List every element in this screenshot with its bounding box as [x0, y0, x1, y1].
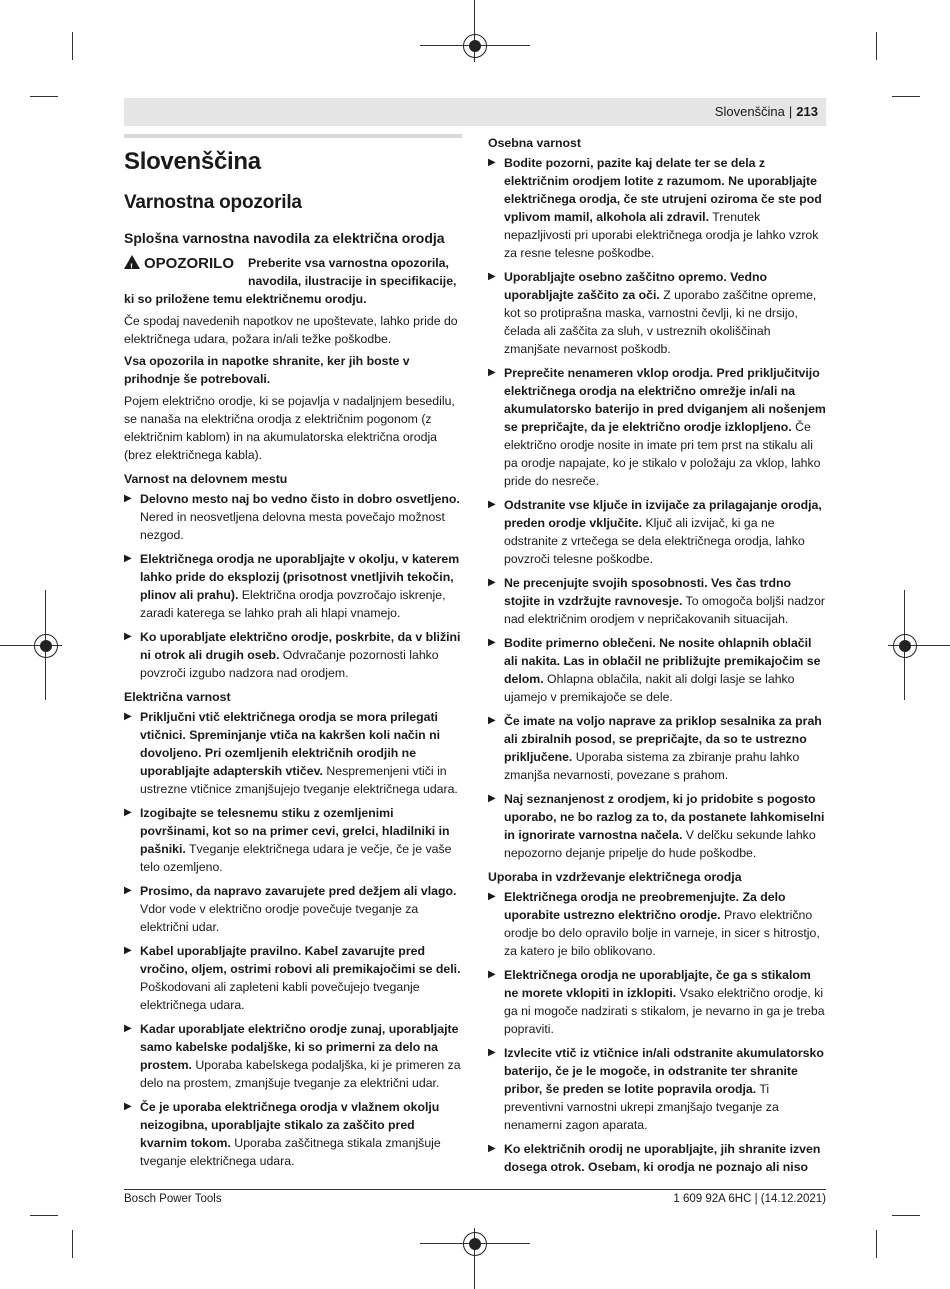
bullet-arrow-icon: ▶: [488, 1143, 496, 1154]
subsection-title: Uporaba in vzdrževanje električnega orodja: [488, 870, 742, 884]
page-number: 213: [796, 104, 818, 119]
bullet-arrow-icon: ▶: [488, 793, 496, 804]
item-text: Električna orodja povzročajo iskrenje, zaradi katerega se lahko prah ali hlapi vnamejo.: [140, 588, 446, 620]
bullet-arrow-icon: ▶: [488, 969, 496, 980]
item-text: Če električno orodje nosite in imate pri tem prst na stikalu ali pa orodje napajate, ko je stikalo v položaju za vklop, lahko pride do nesreče.: [504, 420, 821, 488]
registration-mark: [893, 634, 917, 658]
registration-mark: [34, 634, 58, 658]
safety-list: [488, 888, 826, 1176]
warning-first-text: Če spodaj navedenih napotkov ne upoštevate, lahko pride do električnega udara, požara in/ali težke poškodbe.: [124, 314, 458, 346]
item-bold-text: Delovno mesto naj bo vedno čisto in dobro osvetljeno.: [140, 492, 460, 506]
bullet-arrow-icon: ▶: [124, 1101, 132, 1112]
item-text: V delčku sekunde lahko nepozorno dejanje pripelje do hude poškodbe.: [504, 828, 816, 860]
item-text: Nespremenjeni vtiči in ustrezne vtičnice zmanjšujejo tveganje električnega udara.: [140, 764, 458, 796]
item-text: Ohlapna oblačila, nakit ali dolgi lasje se lahko ujamejo v premikajoče se dele.: [504, 672, 795, 704]
footer-right: 1 609 92A 6HC | (14.12.2021): [673, 1193, 826, 1205]
crop-mark: [30, 1215, 58, 1216]
bullet-arrow-icon: ▶: [124, 711, 132, 722]
list-item: [124, 490, 462, 544]
list-item: [488, 496, 826, 568]
header-text: [715, 104, 818, 119]
bullet-arrow-icon: ▶: [488, 499, 496, 510]
item-text: Poškodovani ali zapleteni kabli povečujejo tveganje električnega udara.: [140, 980, 420, 1012]
left-column: [124, 134, 462, 1176]
crop-mark: [72, 1230, 73, 1258]
list-item: [488, 712, 826, 784]
list-item: [124, 942, 462, 1014]
warning-badge: [124, 254, 234, 274]
header-separator: |: [788, 104, 793, 119]
item-text: Nered in neosvetljena delovna mesta povečajo možnost nezgod.: [140, 510, 445, 542]
page-header: [124, 98, 826, 126]
item-bold-text: Bodite pozorni, pazite kaj delate ter se dela z električnim orodjem lotite z razumom. Ne uporabljajte električnega orodja, če ste utrujeni oziroma če ste pod vplivom mamil, alkohola ali zdravil.: [504, 156, 822, 224]
item-text: Vdor vode v električno orodje povečuje tveganje za električni udar.: [140, 902, 419, 934]
item-bold-text: Bodite primerno oblečeni. Ne nosite ohlapnih oblačil ali nakita. Las in oblačil ne približujte premikajočim se delom.: [504, 636, 821, 686]
bullet-arrow-icon: ▶: [488, 157, 496, 168]
item-bold-text: Naj seznanjenost z orodjem, ki jo pridobite s pogosto uporabo, ne bo razlog za to, da postanete lahkomiselni in ignorirate varnostna načela.: [504, 792, 825, 842]
item-bold-text: Uporabljajte osebno zaščitno opremo. Vedno uporabljajte zaščito za oči.: [504, 270, 768, 302]
safety-list: [488, 154, 826, 862]
item-bold-text: Električnega orodja ne uporabljajte, če ga s stikalom ne morete vklopiti in izklopiti.: [504, 968, 811, 1000]
subsection-title: Osebna varnost: [488, 136, 581, 150]
item-text: Ti preventivni varnostni ukrepi zmanjšajo tveganje za nenamerni zagon aparata.: [504, 1082, 779, 1132]
warning-icon: !: [124, 255, 140, 269]
list-item: [124, 1098, 462, 1170]
list-item: [488, 634, 826, 706]
page-footer: [124, 1189, 826, 1205]
item-bold-text: Električnega orodja ne uporabljajte v okolju, v katerem lahko pride do eksplozij (prisotnost vnetljivih tekočin, plinov ali prahu).: [140, 552, 460, 602]
list-item: [124, 1020, 462, 1092]
list-item: [488, 268, 826, 358]
registration-mark: [463, 34, 487, 58]
bullet-arrow-icon: ▶: [124, 493, 132, 504]
item-bold-text: Prosimo, da napravo zavarujete pred dežjem ali vlago.: [140, 884, 457, 898]
list-item: [488, 1140, 826, 1176]
crop-mark: [892, 1215, 920, 1216]
item-text: Ključ ali izvijač, ki ga ne odstranite z vrtečega se dela električnega orodja, lahko povzroči telesne poškodbe.: [504, 516, 805, 566]
bullet-arrow-icon: ▶: [488, 891, 496, 902]
bullet-arrow-icon: ▶: [124, 885, 132, 896]
list-item: [488, 154, 826, 262]
item-text: Trenutek nepazljivosti pri uporabi električnega orodja je lahko vzrok za resne telesne poškodbe.: [504, 210, 819, 260]
bullet-arrow-icon: ▶: [124, 1023, 132, 1034]
item-bold-text: Kadar uporabljate električno orodje zunaj, uporabljajte samo kabelske podaljške, ki so primerni za delo na prostem.: [140, 1022, 459, 1072]
list-item: [124, 882, 462, 936]
section-heading: Splošna varnostna navodila za električna orodja: [124, 230, 445, 246]
safety-list: [124, 708, 462, 1170]
right-column: [488, 136, 826, 1182]
footer-left: Bosch Power Tools: [124, 1193, 222, 1205]
bullet-arrow-icon: ▶: [488, 715, 496, 726]
list-item: [488, 888, 826, 960]
item-bold-text: Izvlecite vtič iz vtičnice in/ali odstranite akumulatorsko baterijo, če je le mogoče, in odstranite ter shranite pribor, še preden se lotite popravila orodja.: [504, 1046, 824, 1096]
registration-mark: [463, 1232, 487, 1256]
keep-instructions: Vsa opozorila in napotke shranite, ker jih boste v prihodnje še potrebovali.: [124, 354, 410, 386]
list-item: [488, 364, 826, 490]
crop-mark: [876, 1230, 877, 1258]
page-subtitle: Varnostna opozorila: [124, 192, 302, 213]
bullet-arrow-icon: ▶: [124, 553, 132, 564]
item-bold-text: Ne precenjujte svojih sposobnosti. Ves čas trdno stojite in vzdržujte ravnovesje.: [504, 576, 792, 608]
warning-label: OPOZORILO: [144, 255, 234, 272]
item-text: Uporaba zaščitnega stikala zmanjšuje tveganje električnega udara.: [140, 1136, 441, 1168]
bullet-arrow-icon: ▶: [488, 637, 496, 648]
item-bold-text: Ko električnih orodij ne uporabljajte, jih shranite izven dosega otrok. Osebam, ki orodja ne poznajo ali niso: [504, 1142, 821, 1174]
list-item: [124, 708, 462, 798]
list-item: [488, 966, 826, 1038]
list-item: [488, 1044, 826, 1134]
list-item: [124, 628, 462, 682]
item-text: Vsako električno orodje, ki ga ni mogoče nadzirati s stikalom, je nevarno in ga je treba popraviti.: [504, 986, 825, 1036]
bullet-arrow-icon: ▶: [488, 1047, 496, 1058]
bullet-arrow-icon: ▶: [488, 271, 496, 282]
item-bold-text: Električnega orodja ne preobremenjujte. Za delo uporabite ustrezno električno orodje.: [504, 890, 786, 922]
crop-mark: [892, 96, 920, 97]
list-item: [124, 550, 462, 622]
item-bold-text: Ko uporabljate električno orodje, poskrbite, da v bližini ni otrok ali drugih oseb.: [140, 630, 461, 662]
crop-mark: [72, 32, 73, 60]
bullet-arrow-icon: ▶: [488, 367, 496, 378]
item-bold-text: Če imate na voljo naprave za priklop sesalnika za prah ali zbiralnih posod, se prepričajte, da so te ustrezno priključene.: [504, 714, 822, 764]
item-text: Uporaba kabelskega podaljška, ki je primeren za delo na prostem, zmanjšuje tveganje za električni udar.: [140, 1058, 461, 1090]
item-text: Z uporabo zaščitne opreme, kot so protiprašna maska, varnostni čevlji, ki ne drsijo, čelada ali zaščita za sluh, v ustreznih okoliščinah zmanjšate nevarnost poškodb.: [504, 288, 817, 356]
right-sections: [488, 136, 826, 1176]
safety-list: [124, 490, 462, 682]
list-item: [488, 574, 826, 628]
item-text: To omogoča boljši nadzor nad električnim orodjem v nepričakovanih situacijah.: [504, 594, 825, 626]
item-bold-text: Kabel uporabljajte pravilno. Kabel zavarujte pred vročino, oljem, ostrimi robovi ali premikajočimi se deli.: [140, 944, 461, 976]
item-bold-text: Izogibajte se telesnemu stiku z ozemljenimi površinami, kot so na primer cevi, grelci, hladilniki in pašniki.: [140, 806, 450, 856]
header-language: Slovenščina: [714, 104, 785, 119]
item-text: Uporaba sistema za zbiranje prahu lahko zmanjša nevarnosti, povezane s prahom.: [504, 750, 800, 782]
section-rule: [124, 134, 462, 138]
item-text: Tveganje električnega udara je večje, če je vaše telo ozemljeno.: [140, 842, 452, 874]
list-item: [124, 804, 462, 876]
item-bold-text: Preprečite nenameren vklop orodja. Pred priključitvijo električnega orodja na električno omrežje in/ali na akumulatorsko baterijo in pred dviganjem ali nošenjem se prepričajte, da je električno orodje izklopljeno.: [504, 366, 826, 434]
subsection-title: Električna varnost: [124, 690, 231, 704]
bullet-arrow-icon: ▶: [124, 631, 132, 642]
item-bold-text: Priključni vtič električnega orodja se mora prilegati vtičnici. Spreminjanje vtiča na kakršen koli način ni dovoljeno. Pri ozemljenih električnih orodjih ne uporabljajte adapterskih vtičev.: [140, 710, 441, 778]
item-bold-text: Odstranite vse ključe in izvijače za prilagajanje orodja, preden orodje vključite.: [504, 498, 822, 530]
bullet-arrow-icon: ▶: [124, 807, 132, 818]
item-text: Pravo električno orodje bo delo opravilo bolje in varneje, in sicer s hitrostjo, za katero je bilo oblikovano.: [504, 908, 820, 958]
item-text: Odvračanje pozornosti lahko povzroči izgubo nadzora nad orodjem.: [140, 648, 439, 680]
bullet-arrow-icon: ▶: [124, 945, 132, 956]
page-title: Slovenščina: [124, 148, 261, 175]
item-bold-text: Če je uporaba električnega orodja v vlažnem okolju neizogibna, uporabljajte stikalo za zaščito pred kvarnim tokom.: [140, 1100, 440, 1150]
left-sections: [124, 472, 462, 1170]
bullet-arrow-icon: ▶: [488, 577, 496, 588]
definition-text: Pojem električno orodje, ki se pojavlja v nadaljnjem besedilu, se nanaša na električna orodja z električnim pogonom (z električnim kablom) in na akumulatorska električna orodja (brez električnega kabla).: [124, 394, 455, 462]
subsection-title: Varnost na delovnem mestu: [124, 472, 288, 486]
crop-mark: [30, 96, 58, 97]
crop-mark: [876, 32, 877, 60]
list-item: [488, 790, 826, 862]
warning-first-bold: Preberite vsa varnostna opozorila, navodila, ilustracije in specifikacije, ki so priložene temu električnemu orodju.: [124, 256, 457, 306]
warning-block: [124, 254, 462, 312]
